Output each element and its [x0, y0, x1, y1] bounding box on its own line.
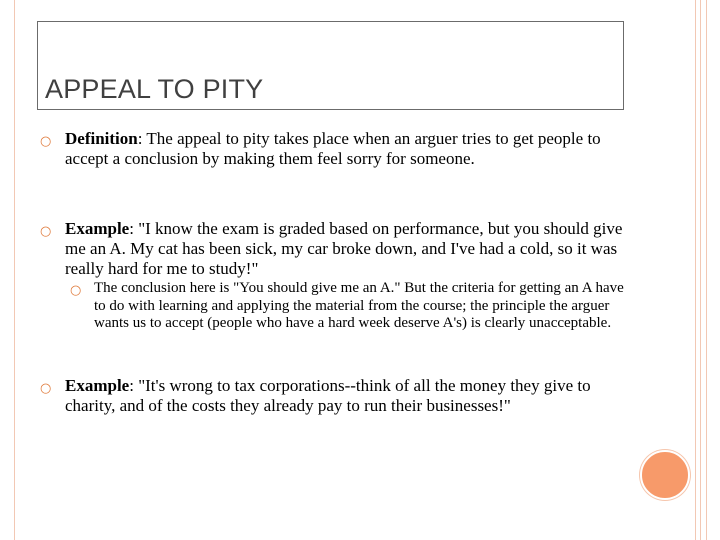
- decorative-stripe: [706, 0, 707, 540]
- decorative-stripe: [700, 0, 701, 540]
- sub-bullet-icon: ○: [70, 283, 82, 298]
- list-item: [65, 376, 625, 416]
- list-item: [65, 129, 635, 169]
- decorative-circle: [640, 450, 690, 500]
- item-label: Example: [65, 376, 130, 395]
- item-text: : The appeal to pity takes place when an arguer tries to get people to accept a conclusion by making them feel sorry for someone.: [65, 129, 601, 168]
- item-label: Definition: [65, 129, 138, 148]
- slide-title: APPEAL TO PITY: [45, 74, 264, 104]
- bullet-icon: ○: [40, 381, 52, 396]
- sub-list-item: The conclusion here is "You should give me an A." But the criteria for getting an A have to do with learning and applying the material from the course; the principle the arguer wants us to accept (people who have a hard week deserve A's) is clearly unacceptable.: [94, 280, 624, 331]
- item-label: Example: [65, 219, 130, 238]
- item-text: : "I know the exam is graded based on performance, but you should give me an A. My cat has been sick, my car broke down, and I've had a cold, so it was really hard for me to study!": [65, 219, 623, 278]
- bullet-icon: ○: [40, 134, 52, 149]
- bullet-icon: ○: [40, 224, 52, 239]
- item-text: : "It's wrong to tax corporations--think of all the money they give to charity, and of the costs they already pay to run their businesses!": [65, 376, 591, 415]
- title-box: [37, 21, 624, 110]
- list-item: [65, 219, 630, 279]
